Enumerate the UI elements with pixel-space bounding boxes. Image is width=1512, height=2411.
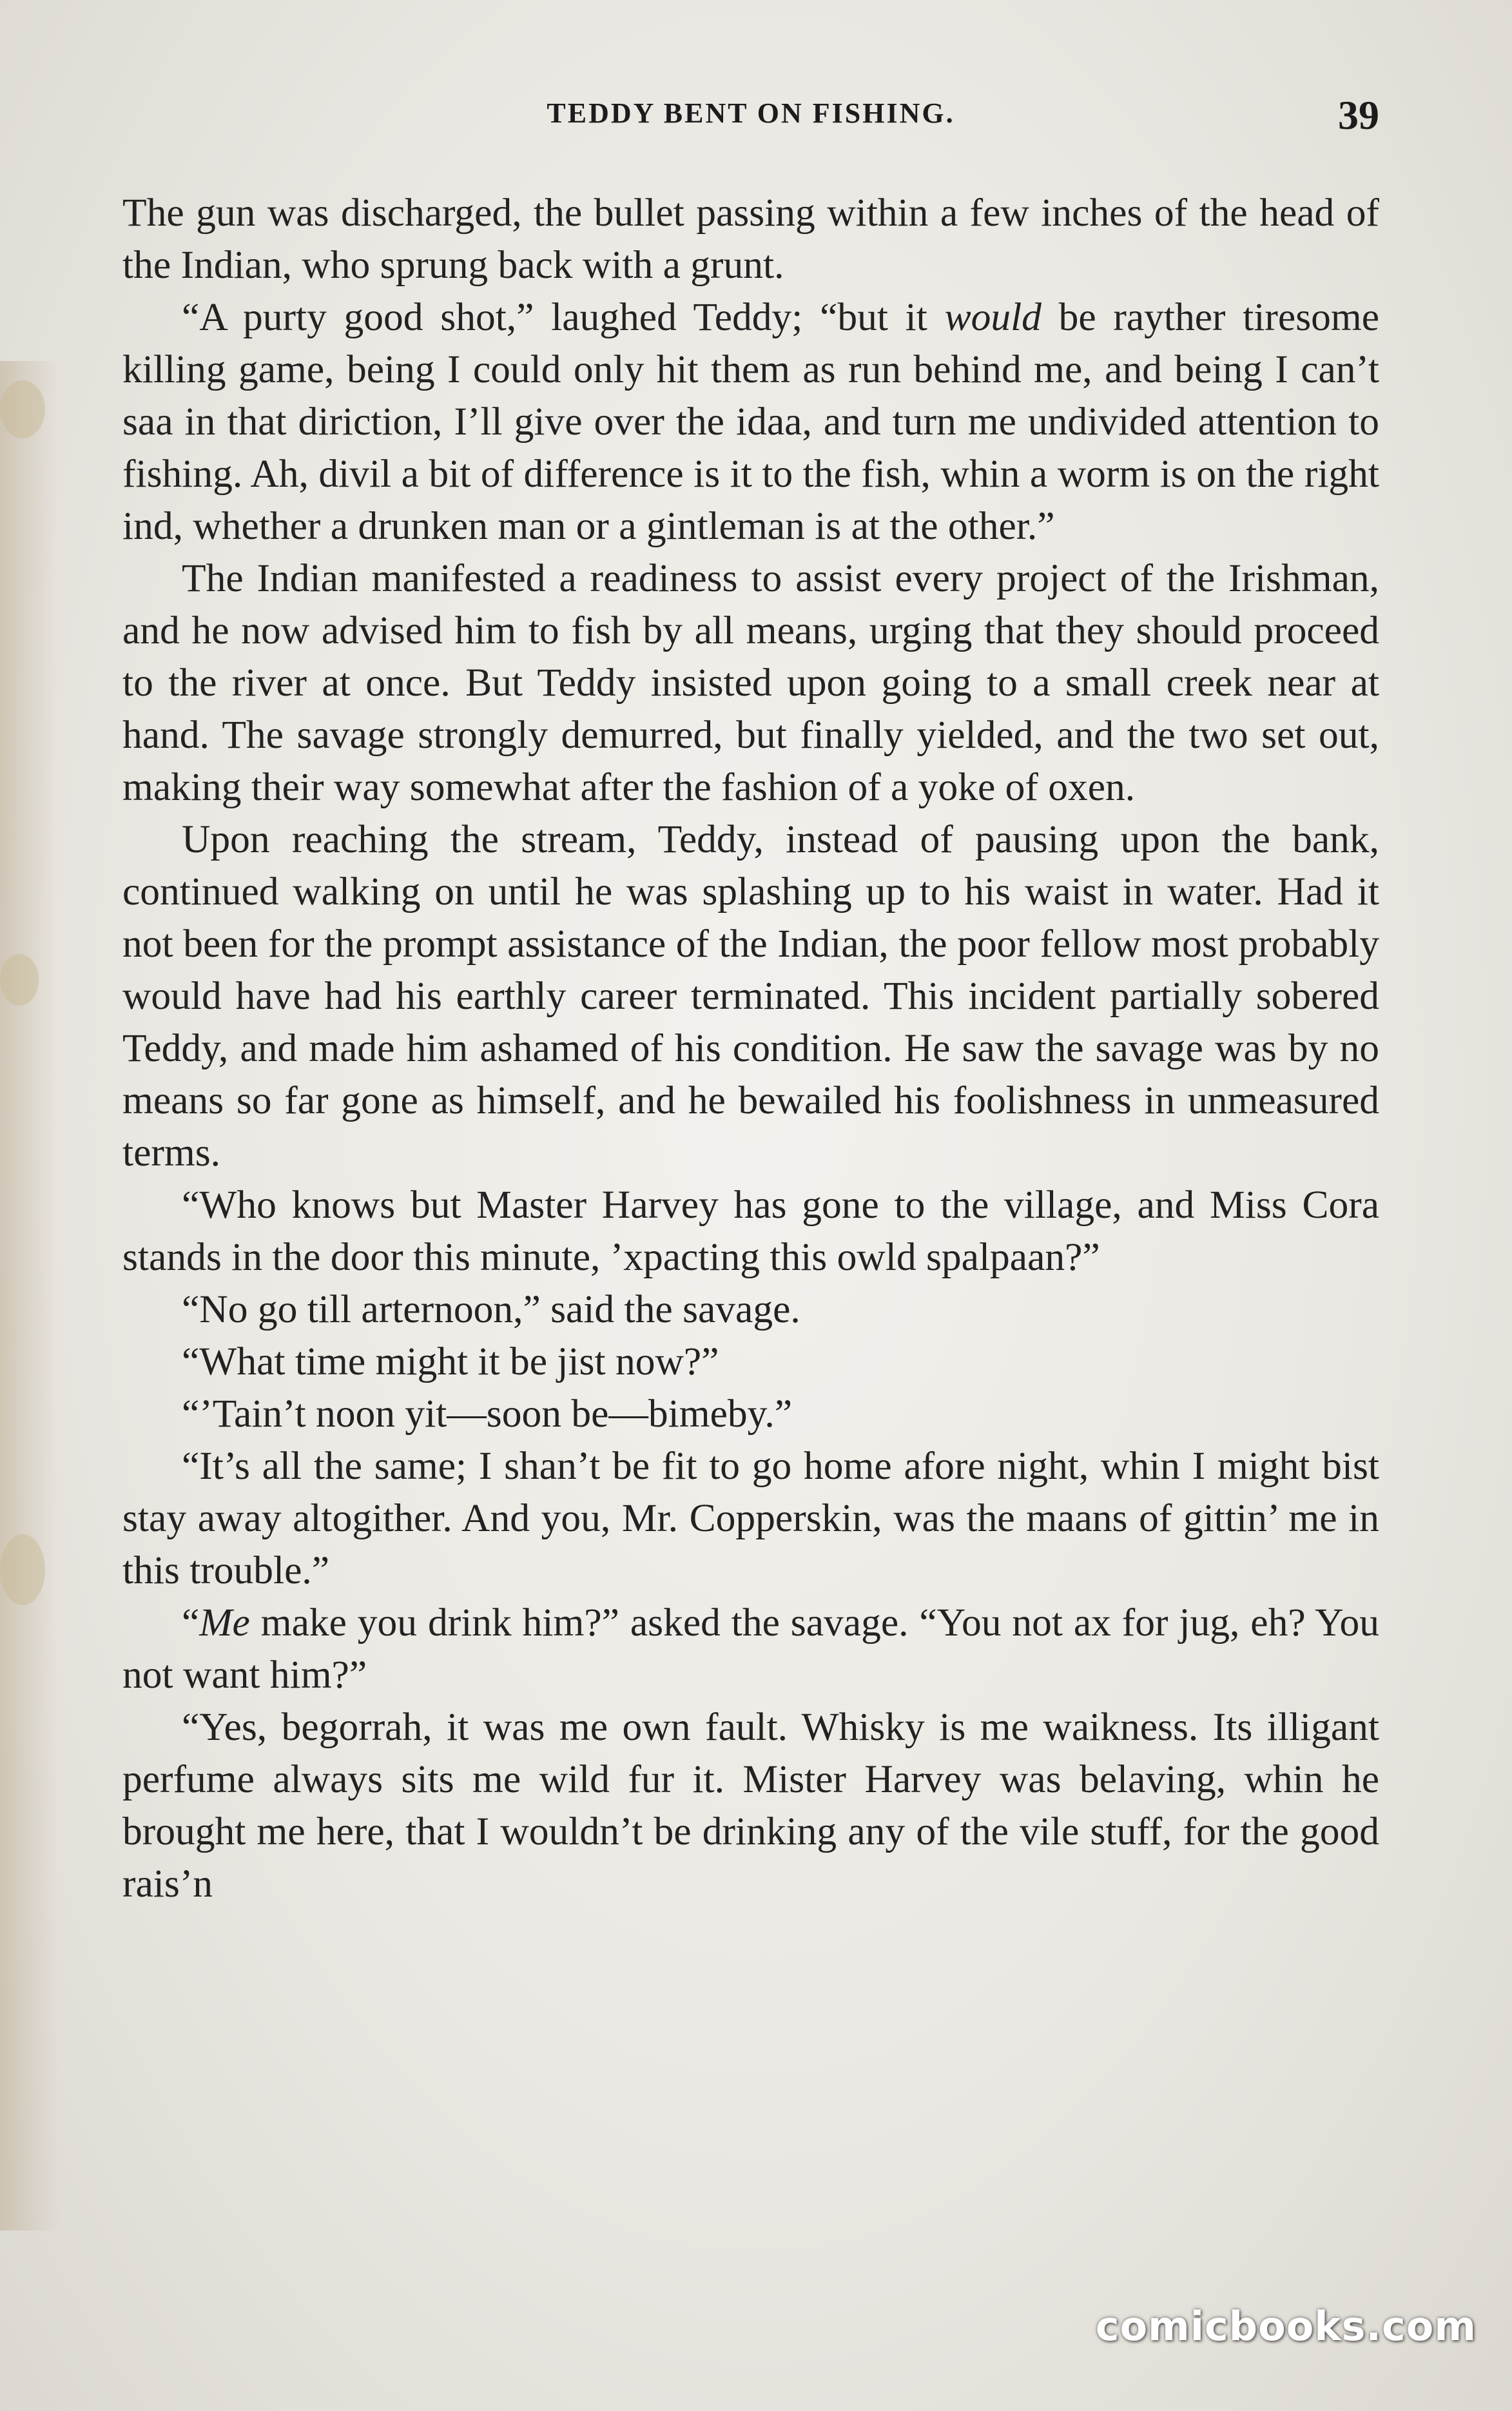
paragraph-text: make you drink him?” asked the savage. “You not ax for jug, eh? You not want him?”: [122, 1601, 1379, 1697]
paragraph: [122, 1701, 1379, 1910]
paragraph-text: “Who knows but Master Harvey has gone to the village, and Miss Cora stands in the door this minute, ’xpacting this owld spalpaan?”: [122, 1183, 1379, 1279]
stain-spot: [0, 954, 39, 1006]
body-text: [122, 187, 1379, 1910]
italic-text: Me: [199, 1601, 250, 1645]
paragraph-text: “A purty good shot,” laughed Teddy; “but it: [182, 295, 945, 339]
stain-spot: [0, 380, 45, 438]
running-head: [122, 92, 1379, 155]
italic-text: would: [944, 295, 1042, 339]
paragraph-text: “It’s all the same; I shan’t be fit to go home afore night, whin I might bist stay away altogither. And you, Mr. Copperskin, was the maans of gittin’ me in this trouble.”: [122, 1444, 1379, 1592]
paragraph-text: Upon reaching the stream, Teddy, instead of pausing upon the bank, continued walking on until he was splashing up to his waist in water. Had it not been for the prompt assistance of the Indian, the poor fellow most probably would have had his earthly career terminated. This incident partially sobered Teddy, and made him ashamed of his condition. He saw the savage was by no means so far gone as himself, and he bewailed his foolishness in unmeasured terms.: [122, 817, 1379, 1175]
paragraph: [122, 1179, 1379, 1284]
watermark: comicbooks.com: [1095, 2303, 1477, 2350]
page-number: 39: [1338, 92, 1379, 138]
page-edge-stain: [0, 361, 58, 2230]
paragraph: [122, 1336, 1379, 1388]
paragraph-text: The Indian manifested a readiness to assist every project of the Irishman, and he now advised him to fish by all means, urging that they should proceed to the river at once. But Teddy insisted upon going to a small creek near at hand. The savage strongly demurred, but finally yielded, and the two set out, making their way somewhat after the fashion of a yoke of oxen.: [122, 556, 1379, 809]
running-head-title: TEDDY BENT ON FISHING.: [547, 97, 955, 129]
paragraph-text: “No go till arternoon,” said the savage.: [182, 1287, 800, 1331]
paragraph: [122, 291, 1379, 552]
paragraph-text: The gun was discharged, the bullet passing within a few inches of the head of the Indian, who sprung back with a grunt.: [122, 191, 1379, 287]
paragraph: [122, 1284, 1379, 1336]
paragraph-text: “What time might it be jist now?”: [182, 1340, 719, 1383]
paragraph-text: be rayther tiresome killing game, being I could only hit them as run behind me, and being I can’t saa in that diriction, I’ll give over the idaa, and turn me undivided attention to fishing. Ah, divil a bit of difference is it to the fish, whin a worm is on the right ind, whether a drunken man or a gintleman is at the other.”: [122, 295, 1380, 548]
paragraph: [122, 1388, 1379, 1440]
paragraph-text: “Yes, begorrah, it was me own fault. Whisky is me waikness. Its illigant perfume always sits me wild fur it. Mister Harvey was belaving, whin he brought me here, that I wouldn’t be drinking any of the vile stuff, for the good rais’n: [122, 1705, 1379, 1906]
paragraph: [122, 187, 1379, 291]
stain-spot: [0, 1534, 45, 1605]
paragraph: [122, 1440, 1379, 1597]
paragraph-text: “’Tain’t noon yit—soon be—bimeby.”: [182, 1392, 793, 1436]
paragraph: [122, 814, 1379, 1179]
paragraph: [122, 1597, 1379, 1701]
paragraph: [122, 552, 1379, 814]
paragraph-text: “: [182, 1601, 200, 1645]
